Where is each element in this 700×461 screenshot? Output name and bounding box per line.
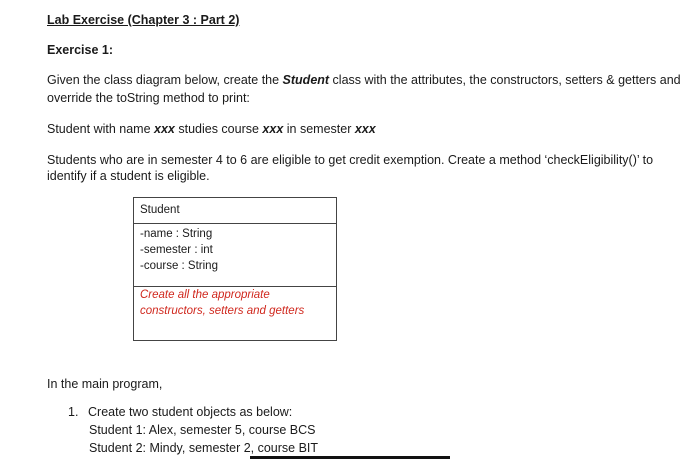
list-item-number: 1. (68, 405, 79, 419)
intro-text-start: Given the class diagram below, create the (47, 73, 283, 87)
placeholder-semester: xxx (354, 122, 376, 136)
main-program-intro: In the main program, (47, 377, 163, 391)
intro-line-1 (47, 72, 681, 88)
class-name: Student (140, 204, 180, 216)
eligibility-line-1: Students who are in semester 4 to 6 are eligible to get credit exemption. Create a method ‘checkEligibility()’ to (47, 153, 654, 167)
student-class-name: Student (282, 73, 330, 87)
attribute-name: -name : String (140, 228, 213, 240)
print-format-line (47, 121, 376, 137)
intro-line-2: override the toString method to print: (47, 91, 250, 105)
student-1-line: Student 1: Alex, semester 5, course BCS (89, 423, 316, 437)
methods-note-line-2: constructors, setters and getters (140, 305, 305, 317)
list-item (68, 404, 292, 420)
class-diagram (133, 197, 337, 341)
methods-note-line-1: Create all the appropriate (140, 289, 270, 301)
methods-section (134, 286, 336, 342)
print-format-part-1: Student with name (47, 122, 155, 136)
attribute-semester: -semester : int (140, 244, 213, 256)
eligibility-line-2: identify if a student is eligible. (47, 169, 210, 183)
exercise-heading: Exercise 1: (47, 43, 114, 57)
print-format-part-3: in semester (283, 122, 355, 136)
intro-text-end: class with the attributes, the constructors, setters & getters and (329, 73, 681, 87)
attributes-section (134, 223, 336, 287)
placeholder-name: xxx (154, 122, 175, 136)
class-name-section (134, 198, 336, 224)
underline-mark (250, 456, 450, 459)
print-format-part-2: studies course (174, 122, 263, 136)
student-2-line: Student 2: Mindy, semester 2, course BIT (89, 441, 319, 455)
placeholder-course: xxx (262, 122, 284, 136)
page-title: Lab Exercise (Chapter 3 : Part 2) (47, 13, 240, 27)
attribute-course: -course : String (140, 260, 218, 272)
list-item-text: Create two student objects as below: (88, 405, 293, 419)
